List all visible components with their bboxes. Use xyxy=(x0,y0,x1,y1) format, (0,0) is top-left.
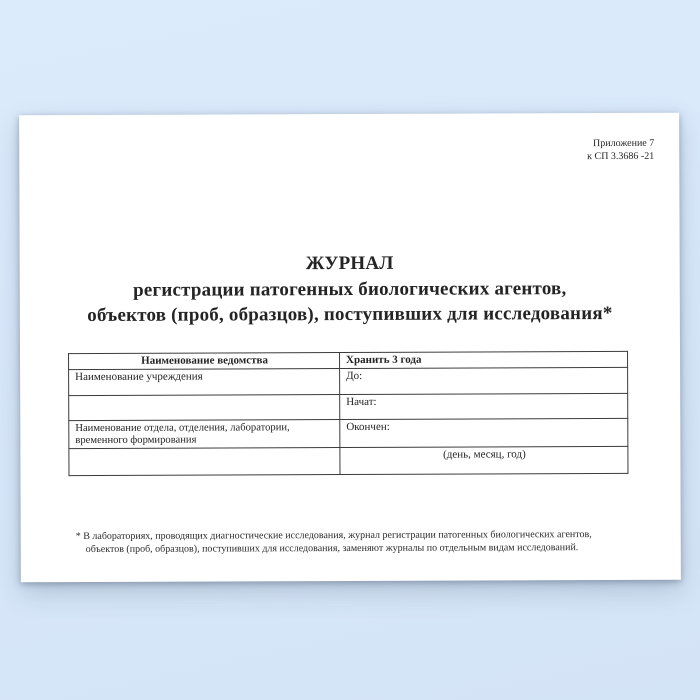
title-line-3: объектов (проб, образцов), поступивших для исследования* xyxy=(87,302,613,327)
table-row xyxy=(69,393,628,420)
footnote-line-1: * В лабораториях, проводящих диагностические исследования, журнал регистрации патогенных биологических агентов, xyxy=(75,529,592,543)
table-row xyxy=(69,367,628,395)
cell-institution-name: Наименование учреждения xyxy=(69,368,340,395)
cell-keep-3-years: Хранить 3 года xyxy=(340,351,628,368)
cell-empty xyxy=(69,447,340,475)
cell-finished: Окончен: xyxy=(340,418,628,447)
annex-reference xyxy=(587,137,654,163)
cell-day-month-year: (день, месяц, год) xyxy=(340,446,628,474)
table-row xyxy=(69,418,628,448)
cell-started: Начат: xyxy=(340,393,628,419)
title-line-2: регистрации патогенных биологических агентов, xyxy=(133,277,567,301)
cell-keep-until: До: xyxy=(340,367,628,394)
registration-form-table xyxy=(68,351,628,476)
cell-subdivision-name: Наименование отдела, отделения, лаборатории, временного формирования xyxy=(69,419,340,448)
cell-empty xyxy=(69,394,340,420)
footnote-line-2: объектов (проб, образцов), поступивших для исследования, заменяют журналы по отдельным видам исследований. xyxy=(85,541,579,555)
cell-department-name-header: Наименование ведомства xyxy=(69,353,340,370)
document-title xyxy=(20,250,680,329)
footnote xyxy=(76,529,592,557)
title-line-1: ЖУРНАЛ xyxy=(305,252,394,275)
annex-line-1: Приложение 7 xyxy=(593,137,655,150)
document-page xyxy=(19,113,681,583)
annex-line-2: к СП 3.3686 -21 xyxy=(587,150,655,163)
table-row xyxy=(69,446,628,475)
